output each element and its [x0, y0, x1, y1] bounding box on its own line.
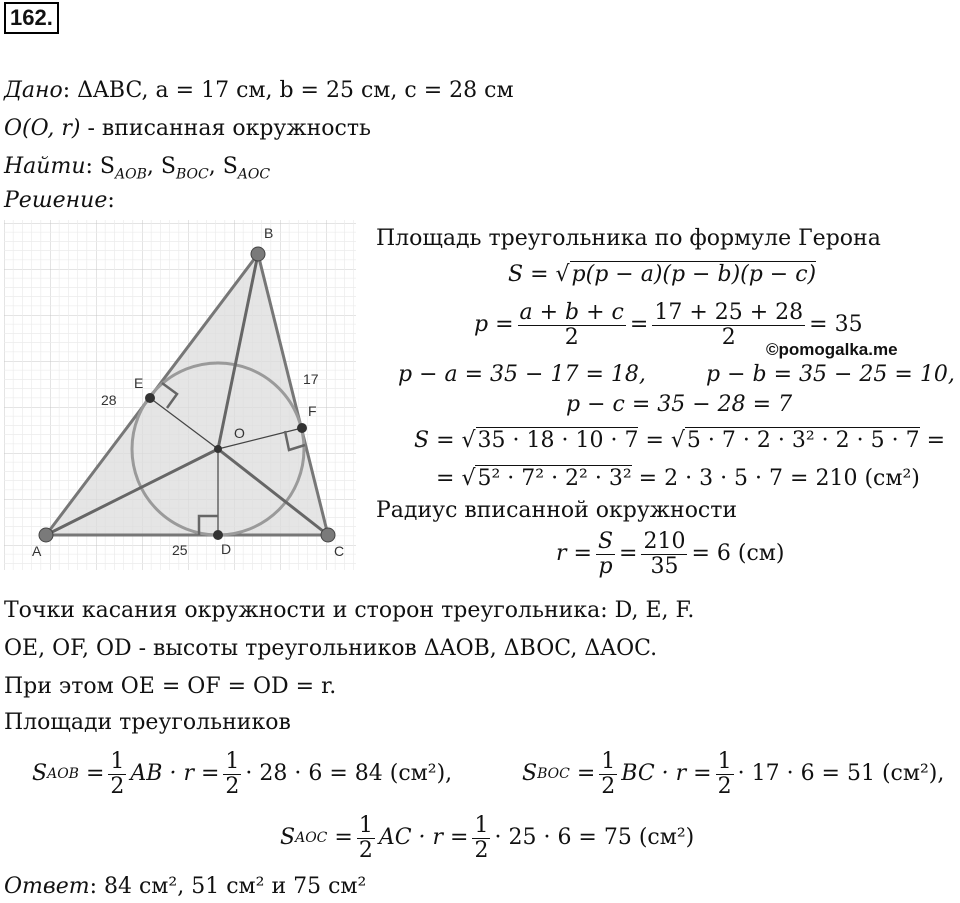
radius-formula: r = $\frac{S}{p}$ = $\frac{210}{35}$ = 6 (см): [556, 528, 785, 579]
point-b: [251, 247, 265, 261]
given-label: Дано: [4, 78, 63, 103]
incircle-text: - вписанная окружность: [80, 116, 371, 141]
point-a: [39, 528, 53, 542]
label-d: D: [221, 541, 232, 557]
point-o: [214, 445, 222, 453]
heron-heading: Площадь треугольника по формуле Герона: [376, 226, 881, 251]
area-calc-2: = √5² · 7² · 2² · 3² = 2 · 3 · 5 · 7 = 210 (см²): [436, 466, 920, 491]
find-line: Найти: $S_{AOB}$, $S_{BOC}$, $S_{AOC}$: [4, 154, 271, 183]
answer-line: [4, 874, 366, 900]
label-e: E: [134, 375, 144, 391]
solution-label: Решение: [4, 188, 108, 213]
area-aob-formula: S AOB = $\frac{1}{2}$ AB · r = $\frac{1}{2}$ · 28 · 6 = 84 (см²),: [32, 748, 453, 799]
find-label: Найти: [4, 154, 86, 179]
label-side-bc: 17: [303, 371, 319, 387]
radius-heading: Радиус вписанной окружности: [376, 498, 738, 523]
tangent-points-text: Точки касания окружности и сторон треугольника: D, E, F.: [4, 598, 695, 623]
problem-number: 162.: [4, 2, 59, 34]
incircle-line: [4, 116, 371, 142]
area-boc-formula: S BOC = $\frac{1}{2}$ BC · r = $\frac{1}{2}$ · 17 · 6 = 51 (см²),: [522, 748, 945, 799]
areas-heading: Площади треугольников: [4, 710, 291, 735]
point-e: [145, 393, 155, 403]
label-side-ab: 28: [101, 392, 117, 408]
answer-text: : 84 см², 51 см² и 75 см²: [89, 874, 367, 899]
heron-formula: S = √p(p − a)(p − b)(p − c): [508, 262, 817, 287]
area-calc-1: S = √35 · 18 · 10 · 7 = √5 · 7 · 2 · 3² · 2 · 5 · 7 =: [414, 428, 946, 453]
find-sub-aoc: AOC: [237, 166, 271, 183]
p-minus-a: p − a = 35 − 17 = 18,: [398, 362, 646, 387]
find-sub-boc: BOC: [175, 166, 209, 183]
equal-radii-text: При этом OE = OF = OD = r.: [4, 674, 337, 699]
label-side-ac: 25: [172, 542, 188, 558]
point-c: [321, 528, 335, 542]
given-line: [4, 78, 514, 104]
find-sub-aob: AOB: [115, 166, 147, 183]
area-aoc-formula: S AOC = $\frac{1}{2}$ AC · r = $\frac{1}{2}$ · 25 · 6 = 75 (см²): [280, 812, 695, 863]
heights-text: OE, OF, OD - высоты треугольников ΔAOB, ΔBOC, ΔAOC.: [4, 636, 658, 661]
incircle-notation: O(O, r): [4, 116, 81, 141]
point-d: [213, 530, 223, 540]
p-minus-c: p − c = 35 − 28 = 7: [566, 392, 793, 417]
label-c: C: [334, 543, 345, 559]
label-a: A: [32, 543, 42, 559]
watermark: ©pomogalka.me: [766, 340, 898, 359]
label-b: B: [264, 225, 274, 241]
label-f: F: [308, 403, 317, 419]
find-s: : S: [85, 154, 115, 179]
label-o: O: [234, 425, 245, 441]
p-minus-b: p − b = 35 − 25 = 10,: [706, 362, 955, 387]
answer-label: Ответ: [4, 874, 90, 899]
point-f: [297, 423, 307, 433]
solution-line: Решение:: [4, 188, 115, 213]
semiperimeter-formula: p = $\frac{a + b + c}{2}$ = $\frac{17 + 25 + 28}{2}$ = 35: [474, 299, 863, 350]
triangle-figure: [0, 220, 360, 572]
given-text: : ΔABC, a = 17 см, b = 25 см, c = 28 см: [62, 78, 514, 103]
